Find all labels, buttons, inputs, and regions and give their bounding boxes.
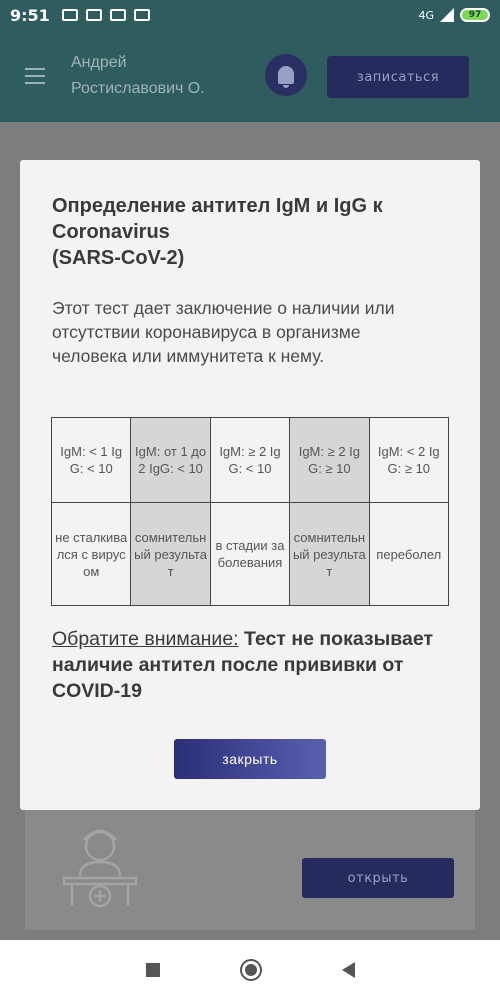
modal-title-line3: (SARS-CoV-2) [52, 247, 185, 269]
table-cell: переболел [369, 503, 448, 606]
modal-title [52, 193, 452, 271]
recent-apps-icon[interactable] [146, 963, 160, 977]
notice-text: Тест не показывает наличие антител после прививки от COVID-19 [52, 628, 433, 702]
user-name [71, 50, 205, 102]
table-cell: IgM: < 2 IgG: ≥ 10 [369, 418, 448, 503]
close-button[interactable]: закрыть [174, 739, 326, 779]
table-row-interpretation [52, 503, 449, 606]
table-cell: сомнительный результат [131, 503, 210, 606]
user-first-name: Андрей [71, 54, 127, 71]
table-cell: IgM: ≥ 2 IgG: < 10 [210, 418, 289, 503]
hamburger-menu-icon[interactable] [25, 68, 45, 84]
table-cell: IgM: от 1 до 2 IgG: < 10 [131, 418, 210, 503]
app-header [0, 30, 500, 122]
youtube-icon [110, 9, 126, 21]
battery-level: 97 [468, 10, 482, 20]
antibody-results-table [51, 417, 449, 606]
background-service-card [25, 800, 475, 930]
user-last-name: Ростиславович О. [71, 80, 205, 97]
status-left [10, 6, 150, 25]
message-icon [62, 9, 78, 21]
signal-icon [440, 8, 454, 22]
table-cell: IgM: ≥ 2 IgG: ≥ 10 [290, 418, 369, 503]
table-cell: IgM: < 1 IgG: < 10 [52, 418, 131, 503]
table-row-values [52, 418, 449, 503]
signup-button[interactable]: записаться [327, 56, 469, 98]
open-button[interactable]: открыть [302, 858, 454, 898]
modal-title-line1: Определение антител IgM и IgG к [52, 195, 383, 217]
back-icon[interactable] [342, 962, 355, 978]
notice-label: Обратите внимание: [52, 628, 239, 650]
table-cell: в стадии заболевания [210, 503, 289, 606]
gmail-icon [134, 9, 150, 21]
table-cell: сомнительный результат [290, 503, 369, 606]
home-icon[interactable] [240, 959, 262, 981]
bell-icon [278, 66, 294, 84]
mail-icon [86, 9, 102, 21]
battery-icon [460, 8, 490, 22]
status-bar [0, 0, 500, 30]
covid-test-info-modal [20, 160, 480, 810]
status-right [418, 8, 490, 22]
modal-title-line2: Coronavirus [52, 221, 170, 243]
vaccination-notice [52, 626, 462, 704]
network-type: 4G [418, 8, 434, 22]
nurse-desk-icon [60, 818, 140, 908]
modal-description: Этот тест дает заключение о наличии или отсутствии коронавируса в организме человека или иммунитета к нему. [52, 298, 395, 366]
table-cell: не сталкивался с вирусом [52, 503, 131, 606]
notifications-button[interactable] [265, 54, 307, 96]
status-time: 9:51 [10, 5, 50, 25]
system-nav-bar [0, 940, 500, 1000]
